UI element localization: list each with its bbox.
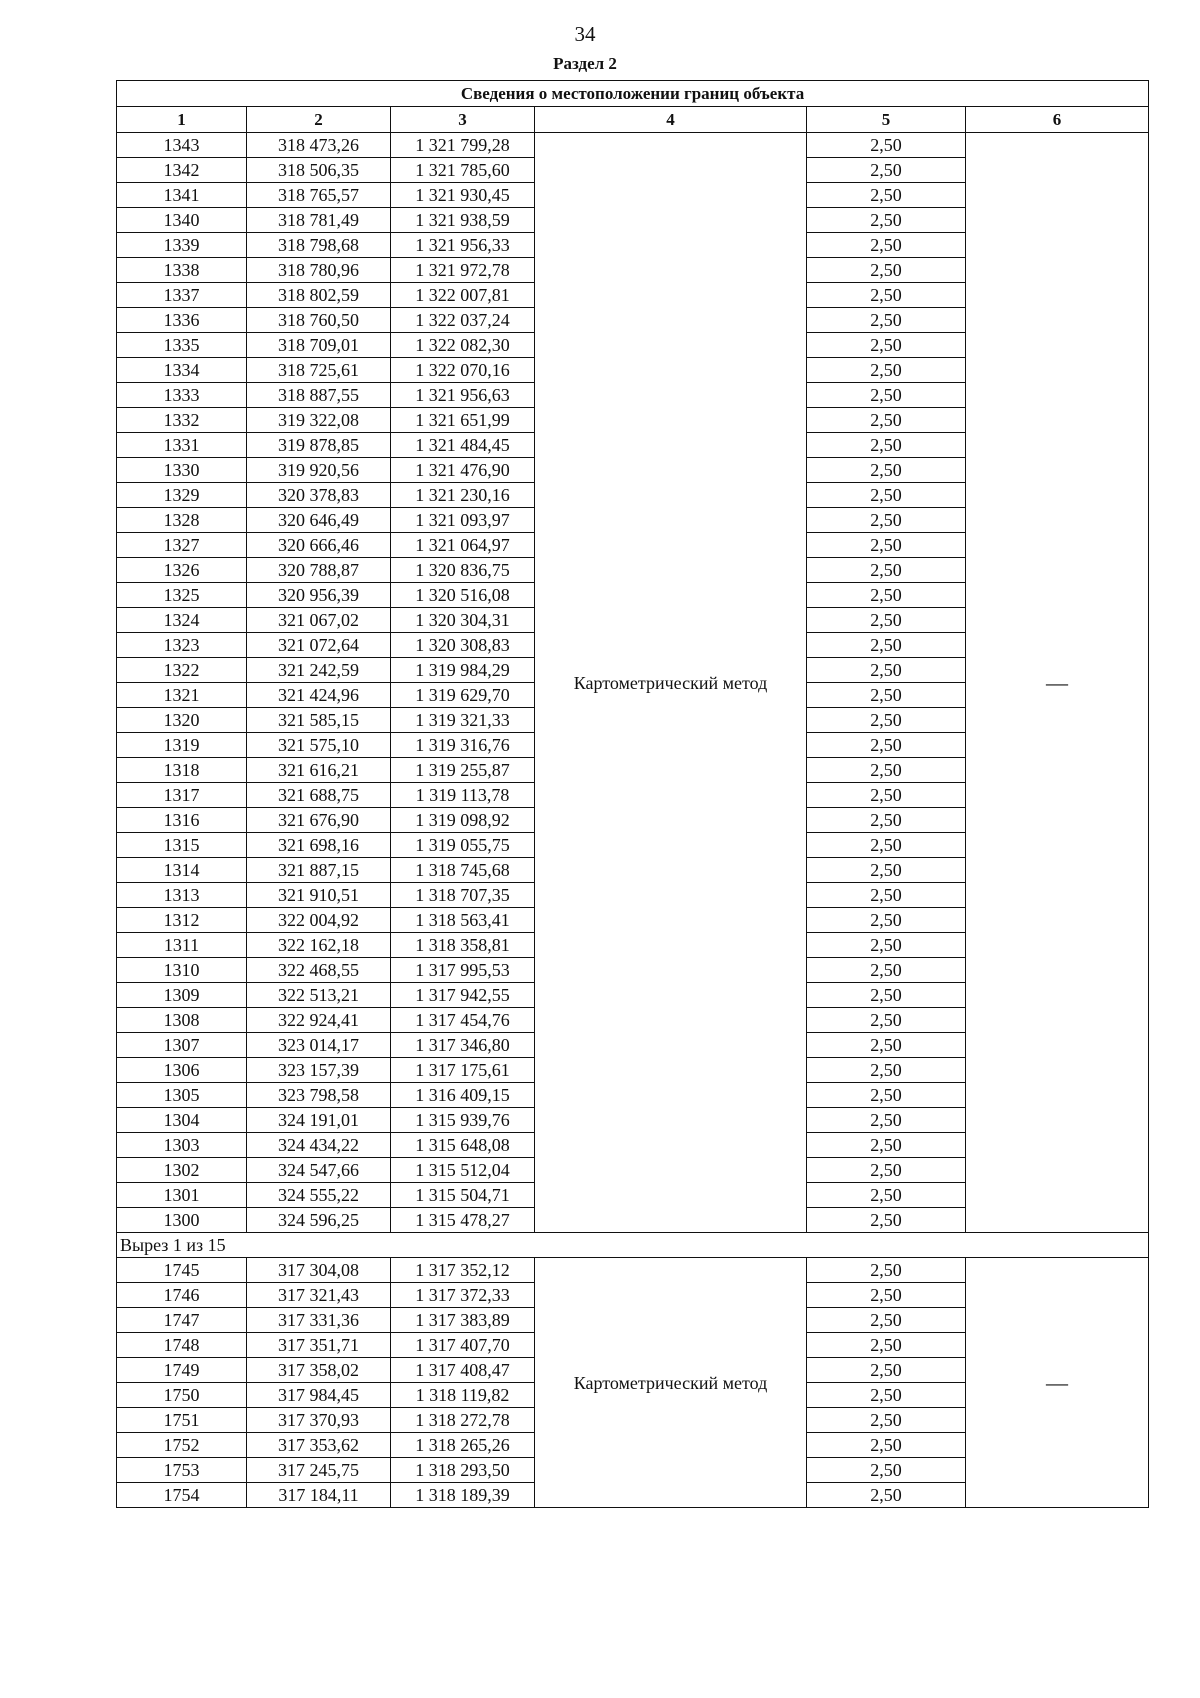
accuracy-cell: 2,50 [807, 208, 966, 233]
method-cell: Картометрический метод [535, 1258, 807, 1508]
accuracy-cell: 2,50 [807, 1333, 966, 1358]
accuracy-cell: 2,50 [807, 308, 966, 333]
point-number-cell: 1330 [117, 458, 247, 483]
column-6-cell: — [966, 1258, 1149, 1508]
point-number-cell: 1305 [117, 1083, 247, 1108]
accuracy-cell: 2,50 [807, 633, 966, 658]
point-number-cell: 1304 [117, 1108, 247, 1133]
accuracy-cell: 2,50 [807, 1133, 966, 1158]
coordinate-x-cell: 323 157,39 [247, 1058, 391, 1083]
coordinate-y-cell: 1 321 476,90 [391, 458, 535, 483]
accuracy-cell: 2,50 [807, 558, 966, 583]
point-number-cell: 1315 [117, 833, 247, 858]
coordinate-x-cell: 322 468,55 [247, 958, 391, 983]
coordinate-x-cell: 320 666,46 [247, 533, 391, 558]
coordinate-y-cell: 1 321 651,99 [391, 408, 535, 433]
coordinate-x-cell: 318 760,50 [247, 308, 391, 333]
accuracy-cell: 2,50 [807, 1033, 966, 1058]
accuracy-cell: 2,50 [807, 1058, 966, 1083]
point-number-cell: 1314 [117, 858, 247, 883]
point-number-cell: 1302 [117, 1158, 247, 1183]
point-number-cell: 1341 [117, 183, 247, 208]
coordinate-x-cell: 317 351,71 [247, 1333, 391, 1358]
accuracy-cell: 2,50 [807, 1258, 966, 1283]
coordinate-y-cell: 1 319 629,70 [391, 683, 535, 708]
coordinate-x-cell: 321 616,21 [247, 758, 391, 783]
accuracy-cell: 2,50 [807, 908, 966, 933]
coordinate-y-cell: 1 317 454,76 [391, 1008, 535, 1033]
accuracy-cell: 2,50 [807, 1358, 966, 1383]
point-number-cell: 1751 [117, 1408, 247, 1433]
coordinate-y-cell: 1 320 308,83 [391, 633, 535, 658]
point-number-cell: 1748 [117, 1333, 247, 1358]
coordinate-x-cell: 318 781,49 [247, 208, 391, 233]
accuracy-cell: 2,50 [807, 658, 966, 683]
point-number-cell: 1317 [117, 783, 247, 808]
accuracy-cell: 2,50 [807, 283, 966, 308]
coordinate-y-cell: 1 317 383,89 [391, 1308, 535, 1333]
accuracy-cell: 2,50 [807, 458, 966, 483]
coordinate-x-cell: 322 513,21 [247, 983, 391, 1008]
accuracy-cell: 2,50 [807, 583, 966, 608]
point-number-cell: 1327 [117, 533, 247, 558]
accuracy-cell: 2,50 [807, 508, 966, 533]
coordinate-x-cell: 321 072,64 [247, 633, 391, 658]
accuracy-cell: 2,50 [807, 1083, 966, 1108]
point-number-cell: 1301 [117, 1183, 247, 1208]
accuracy-cell: 2,50 [807, 733, 966, 758]
accuracy-cell: 2,50 [807, 258, 966, 283]
coordinate-x-cell: 321 067,02 [247, 608, 391, 633]
coordinate-x-cell: 319 878,85 [247, 433, 391, 458]
accuracy-cell: 2,50 [807, 1483, 966, 1508]
coordinate-y-cell: 1 318 745,68 [391, 858, 535, 883]
coordinate-x-cell: 321 698,16 [247, 833, 391, 858]
coordinate-x-cell: 321 910,51 [247, 883, 391, 908]
coordinate-y-cell: 1 315 939,76 [391, 1108, 535, 1133]
accuracy-cell: 2,50 [807, 333, 966, 358]
method-cell: Картометрический метод [535, 133, 807, 1233]
coordinate-x-cell: 324 434,22 [247, 1133, 391, 1158]
coordinate-x-cell: 318 506,35 [247, 158, 391, 183]
coordinate-x-cell: 324 191,01 [247, 1108, 391, 1133]
coordinate-y-cell: 1 315 478,27 [391, 1208, 535, 1233]
coordinate-y-cell: 1 322 037,24 [391, 308, 535, 333]
point-number-cell: 1338 [117, 258, 247, 283]
coordinate-x-cell: 321 424,96 [247, 683, 391, 708]
coordinate-x-cell: 317 984,45 [247, 1383, 391, 1408]
point-number-cell: 1336 [117, 308, 247, 333]
accuracy-cell: 2,50 [807, 1008, 966, 1033]
coordinate-x-cell: 322 924,41 [247, 1008, 391, 1033]
accuracy-cell: 2,50 [807, 1308, 966, 1333]
accuracy-cell: 2,50 [807, 158, 966, 183]
accuracy-cell: 2,50 [807, 1283, 966, 1308]
accuracy-cell: 2,50 [807, 483, 966, 508]
coordinate-y-cell: 1 319 321,33 [391, 708, 535, 733]
coordinate-x-cell: 321 575,10 [247, 733, 391, 758]
coordinate-y-cell: 1 321 785,60 [391, 158, 535, 183]
coordinate-x-cell: 319 322,08 [247, 408, 391, 433]
point-number-cell: 1322 [117, 658, 247, 683]
coordinate-y-cell: 1 315 648,08 [391, 1133, 535, 1158]
accuracy-cell: 2,50 [807, 883, 966, 908]
point-number-cell: 1342 [117, 158, 247, 183]
table-row [117, 1258, 1149, 1283]
coordinate-x-cell: 320 788,87 [247, 558, 391, 583]
coordinate-y-cell: 1 320 516,08 [391, 583, 535, 608]
coordinate-y-cell: 1 317 346,80 [391, 1033, 535, 1058]
accuracy-cell: 2,50 [807, 1458, 966, 1483]
coordinate-x-cell: 317 321,43 [247, 1283, 391, 1308]
coordinate-y-cell: 1 317 407,70 [391, 1333, 535, 1358]
coordinate-y-cell: 1 321 930,45 [391, 183, 535, 208]
accuracy-cell: 2,50 [807, 408, 966, 433]
coordinate-y-cell: 1 318 189,39 [391, 1483, 535, 1508]
page-number: 34 [574, 22, 596, 46]
coordinate-y-cell: 1 322 082,30 [391, 333, 535, 358]
coordinate-y-cell: 1 319 113,78 [391, 783, 535, 808]
cutout-label: Вырез 1 из 15 [117, 1233, 1149, 1258]
point-number-cell: 1318 [117, 758, 247, 783]
column-number: 5 [807, 107, 966, 133]
point-number-cell: 1313 [117, 883, 247, 908]
coordinate-y-cell: 1 321 938,59 [391, 208, 535, 233]
boundary-coordinates-table [116, 80, 1149, 1508]
point-number-cell: 1340 [117, 208, 247, 233]
accuracy-cell: 2,50 [807, 1158, 966, 1183]
coordinate-y-cell: 1 317 995,53 [391, 958, 535, 983]
accuracy-cell: 2,50 [807, 1208, 966, 1233]
accuracy-cell: 2,50 [807, 1383, 966, 1408]
point-number-cell: 1326 [117, 558, 247, 583]
coordinate-y-cell: 1 317 942,55 [391, 983, 535, 1008]
accuracy-cell: 2,50 [807, 608, 966, 633]
coordinate-y-cell: 1 318 272,78 [391, 1408, 535, 1433]
coordinate-x-cell: 321 676,90 [247, 808, 391, 833]
coordinate-x-cell: 322 162,18 [247, 933, 391, 958]
coordinate-y-cell: 1 317 352,12 [391, 1258, 535, 1283]
coordinate-y-cell: 1 319 098,92 [391, 808, 535, 833]
coordinate-x-cell: 322 004,92 [247, 908, 391, 933]
accuracy-cell: 2,50 [807, 783, 966, 808]
coordinate-y-cell: 1 318 707,35 [391, 883, 535, 908]
accuracy-cell: 2,50 [807, 683, 966, 708]
coordinate-x-cell: 320 956,39 [247, 583, 391, 608]
accuracy-cell: 2,50 [807, 958, 966, 983]
point-number-cell: 1320 [117, 708, 247, 733]
coordinate-x-cell: 317 184,11 [247, 1483, 391, 1508]
point-number-cell: 1749 [117, 1358, 247, 1383]
coordinate-y-cell: 1 321 093,97 [391, 508, 535, 533]
coordinate-x-cell: 319 920,56 [247, 458, 391, 483]
point-number-cell: 1310 [117, 958, 247, 983]
coordinate-x-cell: 324 547,66 [247, 1158, 391, 1183]
point-number-cell: 1335 [117, 333, 247, 358]
coordinate-y-cell: 1 319 055,75 [391, 833, 535, 858]
coordinate-x-cell: 324 555,22 [247, 1183, 391, 1208]
accuracy-cell: 2,50 [807, 133, 966, 158]
coordinate-y-cell: 1 321 064,97 [391, 533, 535, 558]
coordinate-y-cell: 1 318 358,81 [391, 933, 535, 958]
point-number-cell: 1746 [117, 1283, 247, 1308]
accuracy-cell: 2,50 [807, 808, 966, 833]
coordinate-x-cell: 317 304,08 [247, 1258, 391, 1283]
section-title: Раздел 2 [553, 54, 617, 73]
point-number-cell: 1752 [117, 1433, 247, 1458]
coordinate-x-cell: 320 646,49 [247, 508, 391, 533]
point-number-cell: 1754 [117, 1483, 247, 1508]
coordinate-y-cell: 1 321 956,63 [391, 383, 535, 408]
coordinate-y-cell: 1 318 265,26 [391, 1433, 535, 1458]
point-number-cell: 1333 [117, 383, 247, 408]
accuracy-cell: 2,50 [807, 858, 966, 883]
coordinate-y-cell: 1 319 316,76 [391, 733, 535, 758]
column-number: 2 [247, 107, 391, 133]
point-number-cell: 1300 [117, 1208, 247, 1233]
coordinate-y-cell: 1 317 372,33 [391, 1283, 535, 1308]
coordinate-x-cell: 318 887,55 [247, 383, 391, 408]
coordinate-y-cell: 1 319 984,29 [391, 658, 535, 683]
coordinate-y-cell: 1 315 504,71 [391, 1183, 535, 1208]
cutout-separator-row [117, 1233, 1149, 1258]
accuracy-cell: 2,50 [807, 233, 966, 258]
coordinate-y-cell: 1 318 119,82 [391, 1383, 535, 1408]
accuracy-cell: 2,50 [807, 1408, 966, 1433]
point-number-cell: 1328 [117, 508, 247, 533]
column-number: 1 [117, 107, 247, 133]
accuracy-cell: 2,50 [807, 533, 966, 558]
point-number-cell: 1745 [117, 1258, 247, 1283]
coordinate-x-cell: 324 596,25 [247, 1208, 391, 1233]
point-number-cell: 1323 [117, 633, 247, 658]
coordinate-x-cell: 318 765,57 [247, 183, 391, 208]
coordinate-y-cell: 1 320 836,75 [391, 558, 535, 583]
coordinate-x-cell: 323 014,17 [247, 1033, 391, 1058]
coordinate-x-cell: 323 798,58 [247, 1083, 391, 1108]
coordinate-x-cell: 320 378,83 [247, 483, 391, 508]
point-number-cell: 1334 [117, 358, 247, 383]
column-number-row [117, 107, 1149, 133]
coordinate-y-cell: 1 316 409,15 [391, 1083, 535, 1108]
accuracy-cell: 2,50 [807, 758, 966, 783]
coordinate-y-cell: 1 318 293,50 [391, 1458, 535, 1483]
accuracy-cell: 2,50 [807, 1183, 966, 1208]
coordinate-x-cell: 321 242,59 [247, 658, 391, 683]
accuracy-cell: 2,50 [807, 833, 966, 858]
coordinate-x-cell: 318 709,01 [247, 333, 391, 358]
coordinate-y-cell: 1 315 512,04 [391, 1158, 535, 1183]
coordinate-x-cell: 321 688,75 [247, 783, 391, 808]
column-number: 6 [966, 107, 1149, 133]
column-number: 4 [535, 107, 807, 133]
coordinate-y-cell: 1 322 070,16 [391, 358, 535, 383]
point-number-cell: 1747 [117, 1308, 247, 1333]
point-number-cell: 1307 [117, 1033, 247, 1058]
coordinate-x-cell: 317 245,75 [247, 1458, 391, 1483]
point-number-cell: 1312 [117, 908, 247, 933]
point-number-cell: 1339 [117, 233, 247, 258]
point-number-cell: 1319 [117, 733, 247, 758]
coordinate-y-cell: 1 321 799,28 [391, 133, 535, 158]
point-number-cell: 1306 [117, 1058, 247, 1083]
coordinate-x-cell: 321 585,15 [247, 708, 391, 733]
accuracy-cell: 2,50 [807, 1108, 966, 1133]
point-number-cell: 1750 [117, 1383, 247, 1408]
table-body [117, 133, 1149, 1508]
coordinate-y-cell: 1 317 408,47 [391, 1358, 535, 1383]
point-number-cell: 1309 [117, 983, 247, 1008]
table-row [117, 133, 1149, 158]
accuracy-cell: 2,50 [807, 183, 966, 208]
point-number-cell: 1337 [117, 283, 247, 308]
accuracy-cell: 2,50 [807, 383, 966, 408]
coordinate-y-cell: 1 321 484,45 [391, 433, 535, 458]
coordinate-y-cell: 1 321 972,78 [391, 258, 535, 283]
table-caption: Сведения о местоположении границ объекта [117, 81, 1149, 107]
coordinate-x-cell: 317 370,93 [247, 1408, 391, 1433]
point-number-cell: 1316 [117, 808, 247, 833]
coordinate-x-cell: 318 725,61 [247, 358, 391, 383]
point-number-cell: 1329 [117, 483, 247, 508]
accuracy-cell: 2,50 [807, 983, 966, 1008]
coordinate-x-cell: 321 887,15 [247, 858, 391, 883]
coordinate-y-cell: 1 318 563,41 [391, 908, 535, 933]
coordinate-x-cell: 318 798,68 [247, 233, 391, 258]
column-number: 3 [391, 107, 535, 133]
point-number-cell: 1343 [117, 133, 247, 158]
point-number-cell: 1311 [117, 933, 247, 958]
accuracy-cell: 2,50 [807, 1433, 966, 1458]
point-number-cell: 1321 [117, 683, 247, 708]
coordinate-x-cell: 318 802,59 [247, 283, 391, 308]
coordinate-x-cell: 317 353,62 [247, 1433, 391, 1458]
coordinate-x-cell: 317 358,02 [247, 1358, 391, 1383]
coordinate-y-cell: 1 317 175,61 [391, 1058, 535, 1083]
point-number-cell: 1303 [117, 1133, 247, 1158]
point-number-cell: 1325 [117, 583, 247, 608]
coordinate-y-cell: 1 322 007,81 [391, 283, 535, 308]
coordinate-y-cell: 1 321 956,33 [391, 233, 535, 258]
accuracy-cell: 2,50 [807, 708, 966, 733]
coordinate-y-cell: 1 320 304,31 [391, 608, 535, 633]
coordinate-x-cell: 317 331,36 [247, 1308, 391, 1333]
coordinate-y-cell: 1 321 230,16 [391, 483, 535, 508]
point-number-cell: 1332 [117, 408, 247, 433]
coordinate-y-cell: 1 319 255,87 [391, 758, 535, 783]
accuracy-cell: 2,50 [807, 433, 966, 458]
accuracy-cell: 2,50 [807, 358, 966, 383]
column-6-cell: — [966, 133, 1149, 1233]
coordinate-x-cell: 318 780,96 [247, 258, 391, 283]
point-number-cell: 1753 [117, 1458, 247, 1483]
point-number-cell: 1324 [117, 608, 247, 633]
coordinate-x-cell: 318 473,26 [247, 133, 391, 158]
accuracy-cell: 2,50 [807, 933, 966, 958]
point-number-cell: 1308 [117, 1008, 247, 1033]
point-number-cell: 1331 [117, 433, 247, 458]
